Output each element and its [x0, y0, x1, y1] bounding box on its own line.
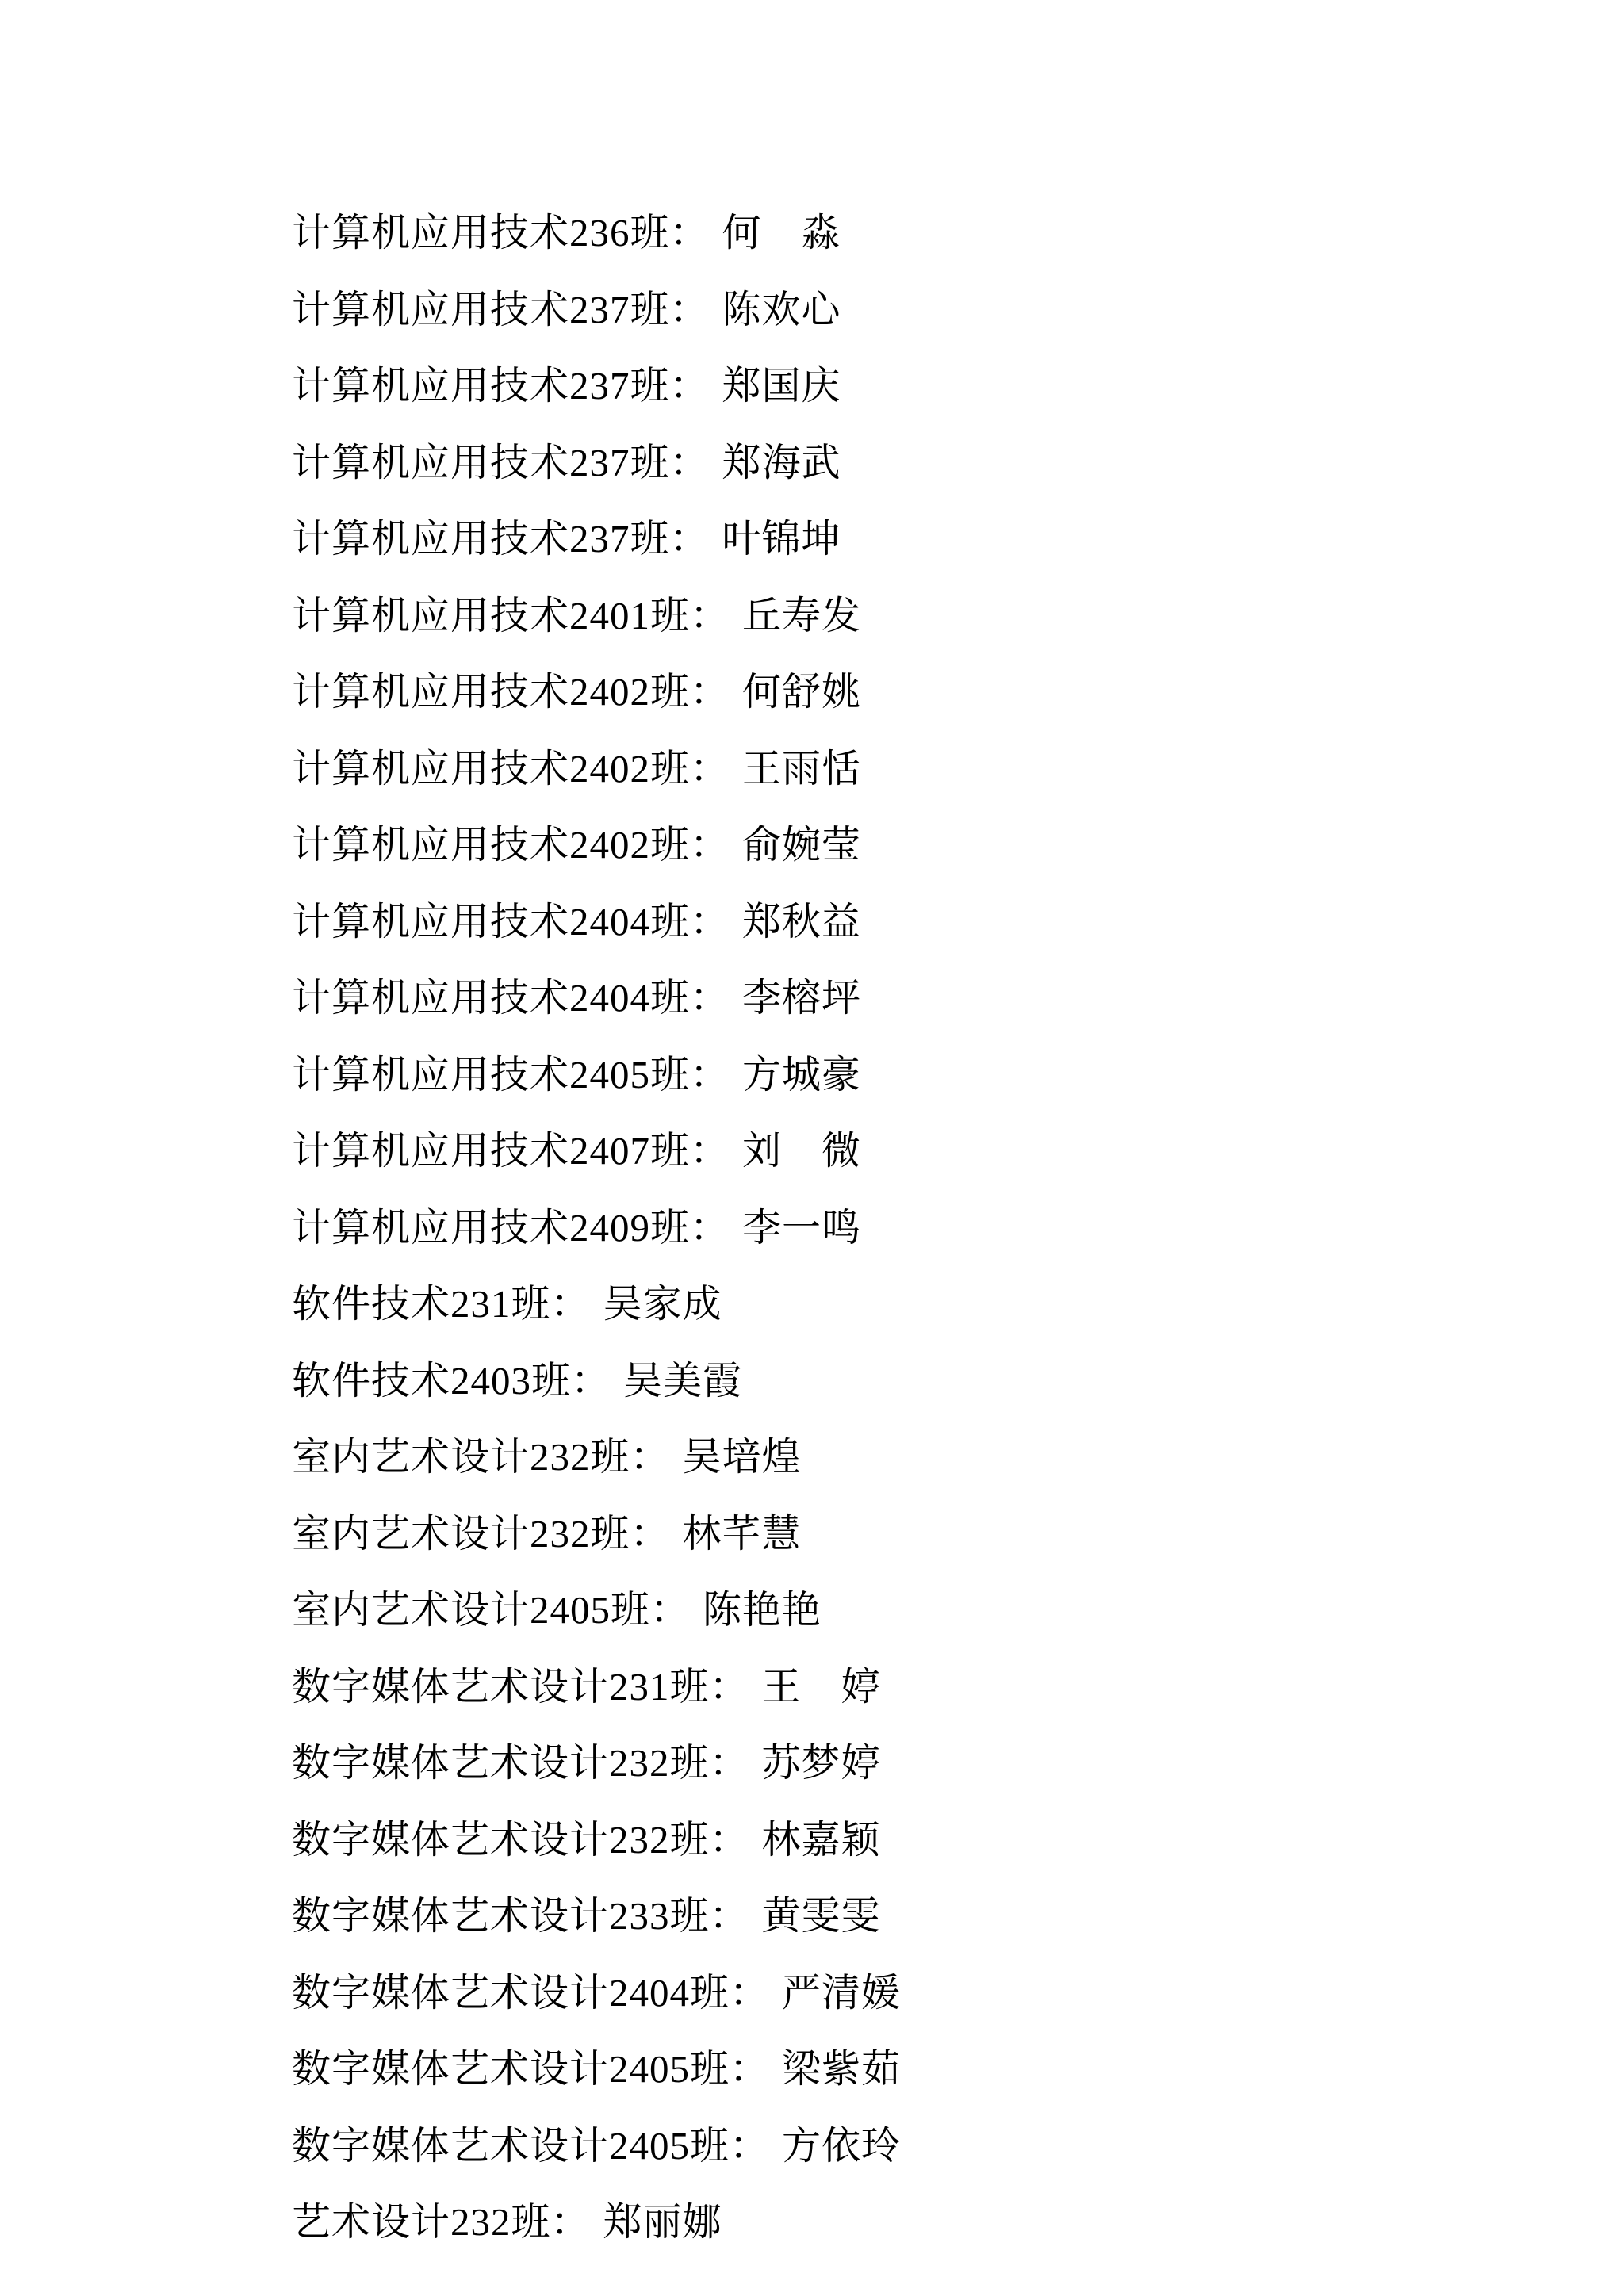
colon-separator: ： — [669, 364, 710, 408]
roster-line — [292, 960, 1529, 1037]
colon-separator: ： — [669, 440, 710, 484]
colon-separator: ： — [709, 1741, 749, 1785]
student-name: 郑国庆 — [722, 364, 841, 408]
student-name: 严清媛 — [782, 1970, 902, 2015]
colon-separator: ： — [690, 976, 730, 1020]
roster-line — [292, 731, 1529, 808]
colon-separator: ： — [550, 2200, 591, 2244]
colon-separator: ： — [730, 2123, 770, 2168]
colon-separator: ： — [690, 593, 730, 637]
roster-line — [292, 578, 1529, 655]
class-label: 计算机应用技术237班 — [292, 517, 670, 561]
colon-separator: ： — [630, 1435, 670, 1479]
roster-line — [292, 884, 1529, 961]
student-name: 王 婷 — [761, 1664, 881, 1709]
student-name: 黄雯雯 — [761, 1894, 881, 1938]
student-name: 陈欢心 — [722, 287, 841, 331]
class-label: 数字媒体艺术设计2405班 — [292, 2123, 730, 2168]
roster-line — [292, 1343, 1529, 1420]
student-name: 方依玲 — [782, 2123, 902, 2168]
student-name: 吴家成 — [603, 1282, 722, 1326]
class-label: 艺术设计232班 — [292, 2200, 551, 2244]
roster-line — [292, 1649, 1529, 1726]
roster-line — [292, 1113, 1529, 1190]
class-label: 软件技术2403班 — [292, 1358, 572, 1402]
roster-line — [292, 1955, 1529, 2032]
roster-line — [292, 272, 1529, 349]
class-label: 计算机应用技术2404班 — [292, 899, 691, 943]
student-name: 陈艳艳 — [703, 1588, 822, 1632]
colon-separator: ： — [650, 1588, 691, 1632]
student-name: 何 淼 — [722, 211, 841, 254]
colon-separator: ： — [550, 1282, 591, 1326]
student-name: 俞婉莹 — [742, 823, 862, 867]
roster-line — [292, 1419, 1529, 1496]
colon-separator: ： — [690, 899, 730, 943]
student-name: 林嘉颖 — [761, 1817, 881, 1862]
student-name: 林芊慧 — [682, 1511, 802, 1556]
class-label: 计算机应用技术2402班 — [292, 670, 691, 714]
student-name: 郑丽娜 — [603, 2200, 722, 2244]
roster-line — [292, 425, 1529, 502]
colon-separator: ： — [709, 1894, 749, 1938]
roster-line — [292, 1878, 1529, 1955]
class-label: 数字媒体艺术设计2405班 — [292, 2047, 730, 2091]
roster-line — [292, 1496, 1529, 1573]
colon-separator: ： — [690, 1052, 730, 1096]
student-name: 丘寿发 — [742, 593, 862, 637]
class-label: 计算机应用技术2409班 — [292, 1205, 691, 1249]
student-name: 苏梦婷 — [761, 1741, 881, 1785]
colon-separator: ： — [669, 287, 710, 331]
class-label: 计算机应用技术237班 — [292, 287, 670, 331]
roster-line — [292, 1802, 1529, 1879]
class-label: 计算机应用技术2407班 — [292, 1129, 691, 1173]
colon-separator: ： — [669, 211, 710, 254]
colon-separator: ： — [690, 746, 730, 790]
student-name: 何舒姚 — [742, 670, 862, 714]
colon-separator: ： — [709, 1817, 749, 1862]
class-label: 计算机应用技术2402班 — [292, 823, 691, 867]
colon-separator: ： — [630, 1511, 670, 1556]
class-label: 室内艺术设计2405班 — [292, 1588, 651, 1632]
roster-line — [292, 348, 1529, 425]
class-label: 计算机应用技术2405班 — [292, 1052, 691, 1096]
student-name: 郑秋益 — [742, 899, 862, 943]
class-label: 计算机应用技术2402班 — [292, 746, 691, 790]
student-name: 郑海武 — [722, 440, 841, 484]
class-label: 计算机应用技术237班 — [292, 364, 670, 408]
class-label: 数字媒体艺术设计232班 — [292, 1741, 710, 1785]
class-label: 数字媒体艺术设计233班 — [292, 1894, 710, 1938]
roster-line — [292, 2184, 1529, 2261]
colon-separator: ： — [669, 517, 710, 561]
student-name: 梁紫茹 — [782, 2047, 902, 2091]
roster-line — [292, 1190, 1529, 1267]
colon-separator: ： — [709, 1664, 749, 1709]
class-label: 室内艺术设计232班 — [292, 1511, 630, 1556]
roster-line — [292, 2108, 1529, 2185]
student-name: 李榕坪 — [742, 976, 862, 1020]
student-name: 叶锦坤 — [722, 517, 841, 561]
colon-separator: ： — [690, 670, 730, 714]
colon-separator: ： — [690, 1129, 730, 1173]
student-name: 王雨恬 — [742, 746, 862, 790]
colon-separator: ： — [571, 1358, 611, 1402]
roster-line — [292, 1266, 1529, 1343]
colon-separator: ： — [690, 823, 730, 867]
roster-line — [292, 1037, 1529, 1114]
class-label: 计算机应用技术237班 — [292, 440, 670, 484]
class-label: 计算机应用技术236班 — [292, 211, 670, 254]
class-label: 数字媒体艺术设计232班 — [292, 1817, 710, 1862]
student-name: 吴培煌 — [682, 1435, 802, 1479]
student-name: 李一鸣 — [742, 1205, 862, 1249]
class-label: 计算机应用技术2401班 — [292, 593, 691, 637]
roster-line — [292, 654, 1529, 731]
student-name: 刘 微 — [742, 1129, 862, 1173]
roster-line — [292, 501, 1529, 578]
colon-separator: ： — [730, 2047, 770, 2091]
colon-separator: ： — [730, 1970, 770, 2015]
student-name: 吴美霞 — [623, 1358, 743, 1402]
class-label: 室内艺术设计232班 — [292, 1435, 630, 1479]
class-label: 数字媒体艺术设计231班 — [292, 1664, 710, 1709]
roster-line — [292, 1572, 1529, 1649]
roster-line — [292, 2031, 1529, 2108]
roster-line — [292, 195, 1529, 272]
class-label: 数字媒体艺术设计2404班 — [292, 1970, 730, 2015]
roster-line — [292, 1725, 1529, 1802]
roster-line — [292, 807, 1529, 884]
class-label: 软件技术231班 — [292, 1282, 551, 1326]
class-label: 计算机应用技术2404班 — [292, 976, 691, 1020]
student-name: 方城豪 — [742, 1052, 862, 1096]
colon-separator: ： — [690, 1205, 730, 1249]
